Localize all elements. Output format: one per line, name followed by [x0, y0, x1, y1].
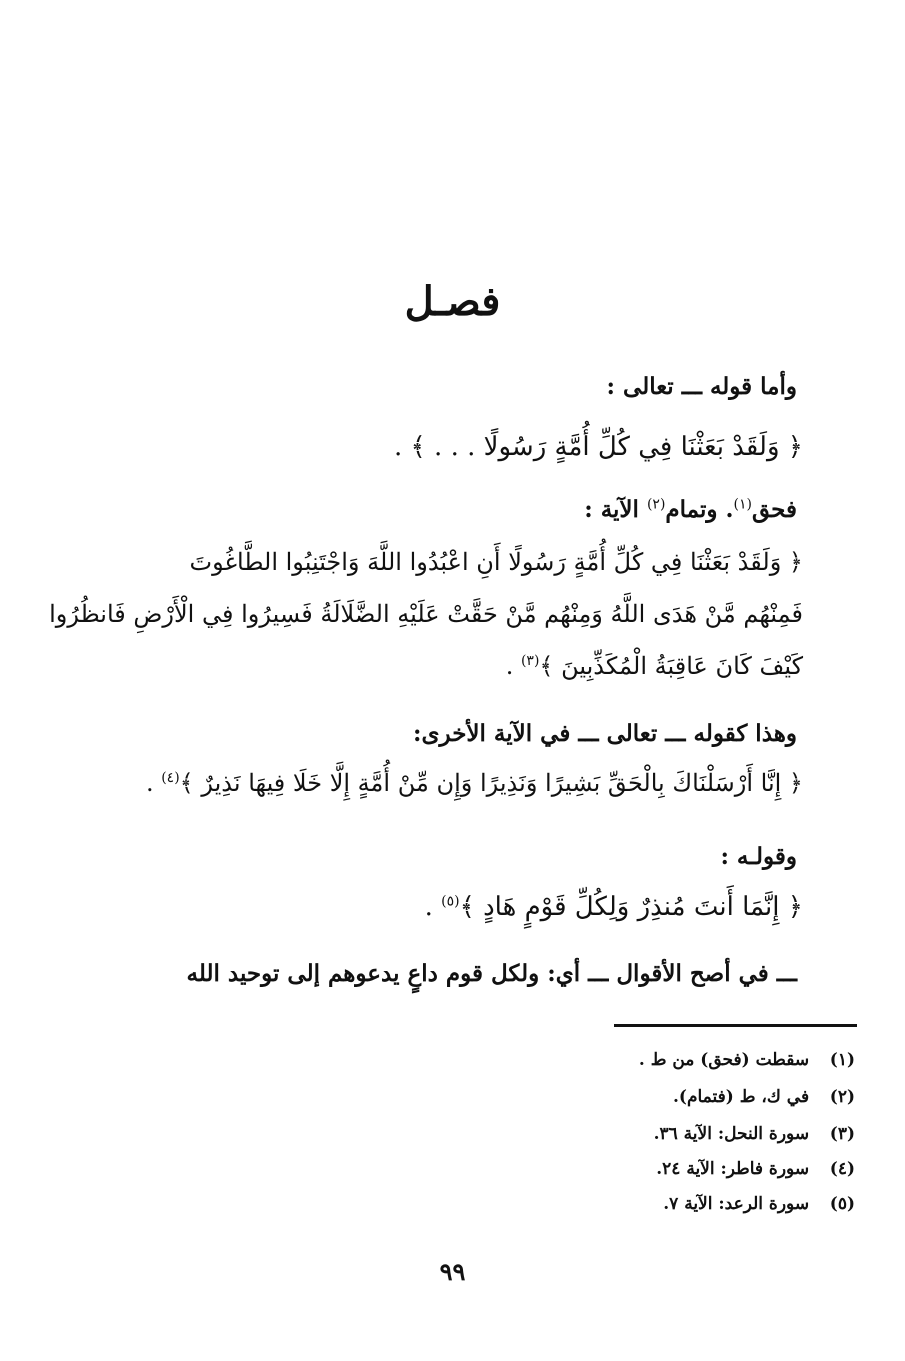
verse-2-line-3	[506, 652, 803, 680]
footnote-number: (٥)	[829, 1194, 855, 1214]
section-heading: فصـل	[404, 278, 501, 325]
footnote-ref-4: (٤)	[161, 770, 180, 786]
completion-text-1: فحق	[751, 496, 797, 523]
footnote-4	[656, 1159, 855, 1179]
completion-text-3: الآية :	[584, 496, 647, 523]
footnote-text: سقطت (فحق) من ط .	[638, 1050, 810, 1070]
other-verse-intro: وهذا كقوله ـــ تعالى ـــ في الآية الأخرى:	[413, 720, 797, 747]
verse-4-end: .	[424, 892, 442, 922]
footnote-number: (١)	[829, 1050, 855, 1070]
footnote-ref-2: (٢)	[646, 496, 666, 513]
footnote-text: سورة الرعد: الآية ٧.	[663, 1194, 810, 1214]
footnote-5	[663, 1194, 855, 1214]
footnote-ref-3: (٣)	[520, 653, 540, 669]
footnote-2	[673, 1087, 855, 1107]
verse-2-end: .	[505, 652, 521, 680]
footnote-1	[639, 1050, 855, 1070]
footnote-text: سورة النحل: الآية ٣٦.	[653, 1124, 810, 1144]
footnote-ref-1: (١)	[733, 496, 752, 513]
page-number: ٩٩	[439, 1257, 466, 1286]
verse-2-line-2: فَمِنْهُم مَّنْ هَدَى اللَّهُ وَمِنْهُم مَّنْ حَقَّتْ عَلَيْهِ الضَّلَالَةُ فَسِيرُوا فِي الْأَرْضِ فَانظُرُوا	[49, 600, 803, 628]
completion-intro-line	[584, 496, 797, 523]
verse-3-end: .	[145, 769, 162, 797]
last-body-line: ـــ في أصح الأقوال ـــ أي: ولكل قوم داعٍ يدعوهم إلى توحيد الله	[186, 960, 797, 987]
verse-4-text: ﴿ إِنَّمَا أَنتَ مُنذِرٌ وَلِكُلِّ قَوْمٍ هَادٍ ﴾	[459, 892, 803, 922]
footnote-text: في ك، ط (فتمام).	[673, 1087, 810, 1107]
footnote-text: سورة فاطر: الآية ٢٤.	[656, 1159, 810, 1179]
footnote-ref-5: (٥)	[441, 893, 460, 910]
footnote-number: (٣)	[829, 1124, 855, 1144]
verse-1: ﴿ وَلَقَدْ بَعَثْنَا فِي كُلِّ أُمَّةٍ رَسُولًا . . . ﴾ .	[394, 432, 803, 462]
footnote-3	[654, 1124, 855, 1144]
and-saying-line: وقولـه :	[720, 843, 797, 870]
footnote-number: (٢)	[829, 1087, 855, 1107]
verse-4	[425, 892, 803, 922]
verse-3	[146, 769, 803, 797]
verse-2-line-1: ﴿ وَلَقَدْ بَعَثْنَا فِي كُلِّ أُمَّةٍ رَسُولًا أَنِ اعْبُدُوا اللَّهَ وَاجْتَنِبُوا الطَّاغُوتَ	[189, 548, 803, 576]
completion-text-2: . وتمام	[665, 496, 734, 523]
verse-3-text: ﴿ إِنَّا أَرْسَلْنَاكَ بِالْحَقِّ بَشِيرًا وَنَذِيرًا وَإِن مِّنْ أُمَّةٍ إِلَّا خَلَا فِيهَا نَذِيرٌ ﴾	[179, 769, 803, 797]
intro-line: وأما قوله ـــ تعالى :	[606, 373, 797, 400]
footnote-number: (٤)	[829, 1159, 855, 1179]
verse-2-line-3-text: كَيْفَ كَانَ عَاقِبَةُ الْمُكَذِّبِينَ ﴾	[539, 652, 803, 680]
footnote-divider	[614, 1024, 857, 1027]
